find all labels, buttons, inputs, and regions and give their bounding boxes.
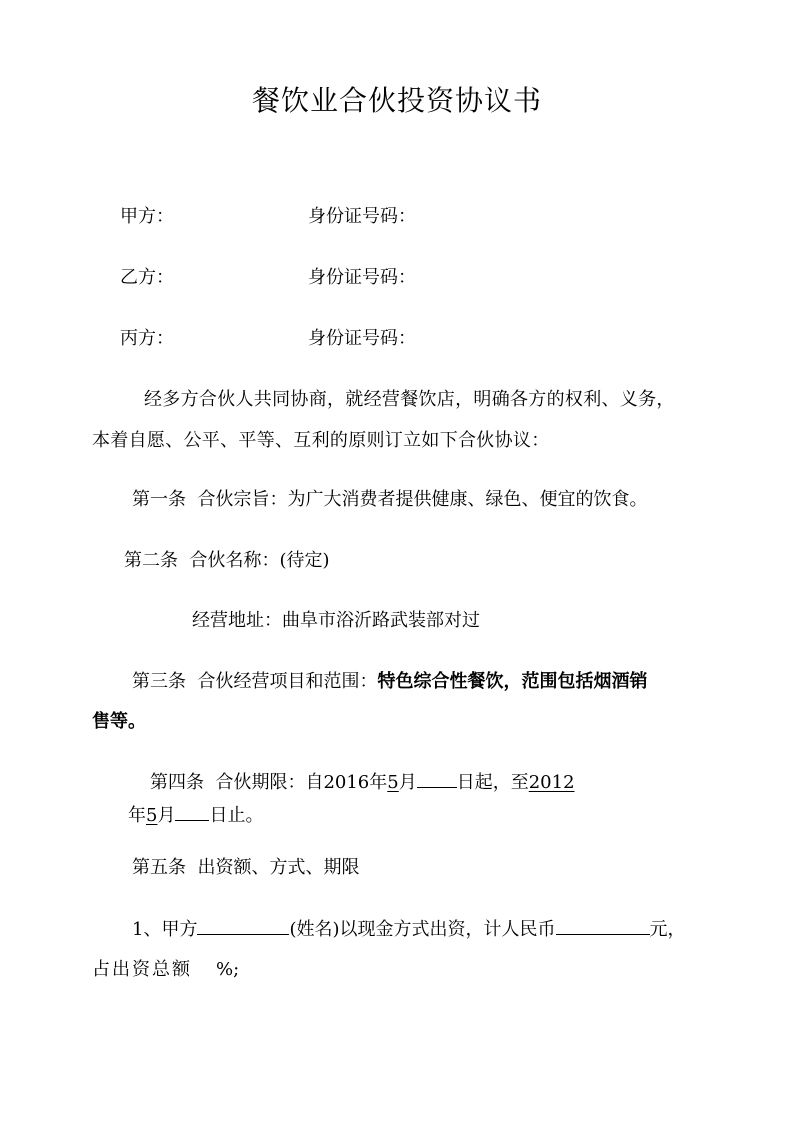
party-a-id-label: 身份证号码： [308, 206, 416, 227]
article-4 [150, 769, 575, 795]
start-day-blank [417, 769, 457, 788]
party-b-id-label: 身份证号码： [308, 267, 416, 288]
article-4-line-2 [128, 802, 263, 828]
intro-line-1: 经多方合伙人共同协商，就经营餐饮店，明确各方的权利、义务， [144, 389, 675, 410]
party-c-label: 丙方： [120, 328, 174, 349]
month-char: 月 [398, 772, 417, 793]
article-2 [124, 549, 330, 573]
article-3-text-b: 特色综合性餐饮，范围包括烟酒销 [377, 671, 648, 692]
clause-1-a: 1、甲方 [132, 919, 198, 940]
intro-line-2: 本着自愿、公平、平等、互利的原则订立如下合伙协议： [92, 430, 550, 451]
day-end-text: 日止。 [209, 805, 264, 826]
party-b-label: 乙方： [120, 267, 174, 288]
article-5 [132, 856, 359, 880]
day-from-text: 日起，至 [456, 772, 529, 793]
clause-1 [132, 916, 686, 942]
page-title: 餐饮业合伙投资协议书 [252, 84, 543, 117]
article-3-line-2: 售等。 [92, 711, 146, 732]
article-1-number: 第一条 [132, 489, 186, 510]
party-c-id-label: 身份证号码： [308, 328, 416, 349]
article-1 [132, 488, 647, 512]
article-3 [132, 670, 647, 694]
year-char: 年 [369, 772, 388, 793]
end-day-blank [175, 802, 209, 821]
clause-1-b: (姓名)以现金方式出资，计人民币 [289, 919, 556, 940]
article-3-number: 第三条 [132, 671, 186, 692]
start-year: 2016 [323, 772, 370, 793]
article-2-number: 第二条 [124, 550, 178, 571]
clause-1-line-2a: 占出资总额 [92, 959, 192, 980]
start-month: 5 [387, 772, 399, 793]
name-blank [197, 916, 289, 935]
article-4-prefix: 合伙期限：自 [215, 772, 324, 793]
article-1-text: 合伙宗旨：为广大消费者提供健康、绿色、便宜的饮食。 [197, 489, 648, 510]
business-address: 经营地址：曲阜市浴沂路武装部对过 [192, 610, 480, 631]
clause-1-line-2b: %; [216, 959, 240, 980]
end-year-char: 年 [128, 805, 146, 826]
party-a-label: 甲方： [120, 206, 174, 227]
end-year: 2012 [528, 772, 575, 793]
article-5-text: 出资额、方式、期限 [197, 857, 360, 878]
end-month: 5 [146, 805, 158, 826]
article-2-text: 合伙名称：(待定) [189, 550, 330, 571]
end-month-char: 月 [157, 805, 176, 826]
article-5-number: 第五条 [132, 857, 186, 878]
clause-1-c: 元， [649, 919, 686, 940]
article-3-text-a: 合伙经营项目和范围： [197, 671, 378, 692]
amount-blank [556, 916, 650, 935]
clause-1-line-2 [92, 958, 239, 982]
article-4-number: 第四条 [150, 772, 204, 793]
